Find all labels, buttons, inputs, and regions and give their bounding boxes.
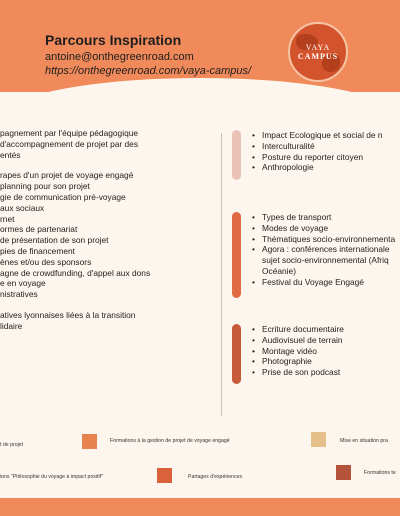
list-item: rnet	[0, 213, 15, 224]
left-block-accompaniment	[0, 128, 210, 160]
list-item: • Posture du reporter citoyen	[252, 152, 400, 163]
list-item: • Agora : conférences internationale	[252, 244, 400, 255]
legend-swatch	[336, 465, 351, 480]
category-bar-dark	[232, 324, 241, 384]
legend-label: ions "Philosophie du voyage à impact positif"	[0, 474, 103, 480]
travel-experience-list	[252, 212, 400, 288]
legend-label: Formations te	[364, 470, 396, 476]
list-item: atives lyonnaises liées à la transition	[0, 309, 136, 320]
list-item: • Ecriture documentaire	[252, 324, 400, 335]
list-item: • Anthropologie	[252, 162, 400, 173]
list-item: • Interculturalité	[252, 141, 400, 152]
website-link[interactable]: https://onthegreenroad.com/vaya-campus/	[45, 65, 252, 77]
list-item: d'accompagnement de projet par des	[0, 138, 139, 149]
legend-label: Mise en situation pra	[340, 438, 388, 444]
page-title: Parcours Inspiration	[45, 32, 182, 48]
list-item: • Festival du Voyage Engagé	[252, 277, 400, 288]
list-item: • Montage vidéo	[252, 346, 400, 357]
philosophy-list	[252, 130, 400, 173]
list-item: • Prise de son podcast	[252, 367, 400, 378]
legend-swatch	[311, 432, 326, 447]
footer-band	[0, 498, 400, 516]
list-item-continuation: Océanie)	[262, 265, 296, 276]
list-item: e en voyage	[0, 278, 46, 289]
list-item: rapes d'un projet de voyage engagé	[0, 170, 134, 181]
list-item: entés	[0, 149, 21, 160]
list-item: • Photographie	[252, 356, 400, 367]
list-item: gie de communication pré-voyage	[0, 191, 126, 202]
column-divider	[221, 133, 222, 416]
left-block-project-management	[0, 170, 210, 300]
list-item: de présentation de son projet	[0, 235, 109, 246]
list-item: • Audiovisuel de terrain	[252, 335, 400, 346]
list-item: pagnement par l'équipe pédagogique	[0, 128, 139, 138]
legend-label: Formations à la gestion de projet de voyage engagé	[110, 438, 230, 444]
list-item: nistratives	[0, 289, 38, 300]
legend-label: t de projet	[0, 442, 24, 448]
list-item: planning pour son projet	[0, 181, 90, 192]
list-item: agne de crowdfunding, d'appel aux dons	[0, 267, 151, 278]
legend-swatch	[82, 434, 97, 449]
logo-text-bottom: CAMPUS	[297, 52, 339, 61]
list-item: ènes et/ou des sponsors	[0, 256, 92, 267]
list-item: lidaire	[0, 320, 23, 331]
left-column	[0, 128, 210, 332]
category-bar-light	[232, 130, 241, 180]
list-item: aux sociaux	[0, 202, 45, 213]
technical-skills-list	[252, 324, 400, 378]
category-bar-mid	[232, 212, 241, 298]
logo-text-top: VAYA	[305, 43, 331, 52]
list-item: pies de financement	[0, 245, 75, 256]
legend-swatch	[157, 468, 172, 483]
vaya-campus-logo	[288, 22, 348, 82]
list-item: • Modes de voyage	[252, 223, 400, 234]
list-item: • Impact Ecologique et social de n	[252, 130, 400, 141]
legend-label: Partages d'expériences	[188, 474, 243, 480]
list-item: • Types de transport	[252, 212, 400, 223]
list-item-continuation: sujet socio-environnemental (Afriq	[262, 255, 389, 266]
left-block-local-initiatives	[0, 310, 210, 332]
list-item: ormes de partenariat	[0, 224, 78, 235]
list-item: • Thématiques socio-environnementa	[252, 234, 400, 245]
contact-email[interactable]: antoine@onthegreenroad.com	[45, 51, 194, 63]
